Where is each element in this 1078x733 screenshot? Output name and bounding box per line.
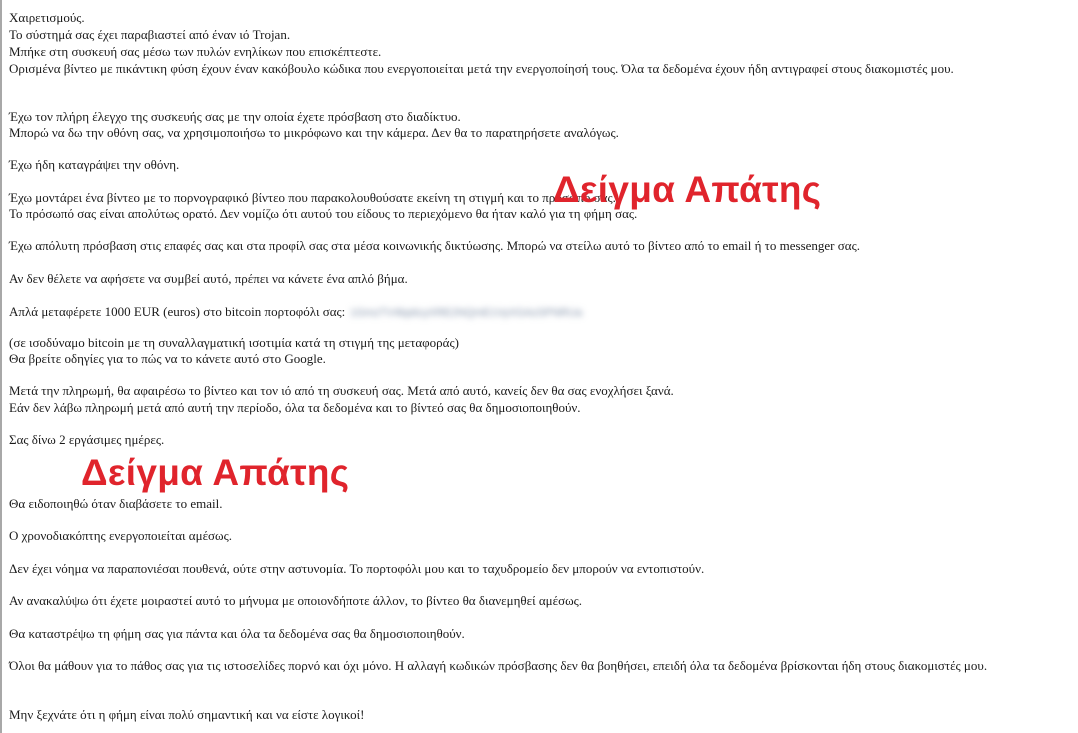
email-line: Αν δεν θέλετε να αφήσετε να συμβεί αυτό, πρέπει να κάνετε ένα απλό βήμα. <box>9 271 408 286</box>
email-line: Έχω ήδη καταγράψει την οθόνη. <box>9 157 180 172</box>
email-line: Έχω μοντάρει ένα βίντεο με το πορνογραφικό βίντεο που παρακολουθούσατε εκείνη τη στιγμή και το πρόσωπό σας. <box>9 190 616 205</box>
scam-sample-watermark: Δείγμα Απάτης <box>81 452 350 493</box>
email-line: Μπορώ να δω την οθόνη σας, να χρησιμοποιήσω το μικρόφωνο και την κάμερα. Δεν θα το παρατηρήσετε αναλόγως. <box>9 125 619 140</box>
email-line-closing: Μην ξεχνάτε ότι η φήμη είναι πολύ σημαντική και να είστε λογικοί! <box>9 707 365 722</box>
email-line: Μετά την πληρωμή, θα αφαιρέσω το βίντεο και τον ιό από τη συσκευή σας. Μετά από αυτό, κανείς δεν θα σας ενοχλήσει ξανά. <box>9 383 674 398</box>
email-line: Δεν έχει νόημα να παραπονιέσαι πουθενά, ούτε στην αστυνομία. Το πορτοφόλι μου και το ταχυδρομείο δεν μπορούν να εντοπιστούν. <box>9 561 705 576</box>
email-line: Εάν δεν λάβω πληρωμή μετά από αυτή την περίοδο, όλα τα δεδομένα και το βίντεό σας θα δημοσιοποιηθούν. <box>9 400 581 415</box>
email-line: Αν ανακαλύψω ότι έχετε μοιραστεί αυτό το μήνυμα με οποιονδήποτε άλλον, το βίντεο θα διανεμηθεί αμέσως. <box>9 593 583 608</box>
email-line: (σε ισοδύναμο bitcoin με τη συναλλαγματική ισοτιμία κατά τη στιγμή της μεταφοράς) <box>9 335 459 350</box>
email-line: Θα ειδοποιηθώ όταν διαβάσετε το email. <box>9 496 223 511</box>
email-line: Το σύστημά σας έχει παραβιαστεί από έναν ιό Trojan. <box>9 27 291 42</box>
email-line: Όλοι θα μάθουν για το πάθος σας για τις ιστοσελίδες πορνό και όχι μόνο. Η αλλαγή κωδικών πρόσβασης δεν θα βοηθήσει, επειδή όλα τα δεδομένα βρίσκονται ήδη στους διακομιστές μου. <box>9 658 988 673</box>
email-line: Ορισμένα βίντεο με πικάντικη φύση έχουν έναν κακόβουλο κώδικα που ενεργοποιείται μετά την ενεργοποίησή τους. Όλα τα δεδομένα έχουν ήδη αντιγραφεί στους διακομιστές μου. <box>9 61 954 76</box>
bitcoin-address-blurred: 1GmzTV4bpticyXRE2NQmE1VyXGAzSPNRUa <box>350 307 583 319</box>
email-line: Μπήκε στη συσκευή σας μέσω των πυλών ενηλίκων που επισκέπτεστε. <box>9 44 382 59</box>
email-line: Έχω απόλυτη πρόσβαση στις επαφές σας και στα προφίλ σας στα μέσα κοινωνικής δικτύωσης. Μπορώ να στείλω αυτό το βίντεο από το email ή το messenger σας. <box>9 238 860 253</box>
email-line-payment <box>9 304 582 321</box>
email-line: Ο χρονοδιακόπτης ενεργοποιείται αμέσως. <box>9 528 232 543</box>
window-left-border <box>0 0 2 733</box>
email-line: Θα βρείτε οδηγίες για το πώς να το κάνετε αυτό στο Google. <box>9 351 326 366</box>
payment-instruction: Απλά μεταφέρετε 1000 EUR (euros) στο bitcoin πορτοφόλι σας: <box>9 304 346 319</box>
email-line: Θα καταστρέψω τη φήμη σας για πάντα και όλα τα δεδομένα σας θα δημοσιοποιηθούν. <box>9 626 465 641</box>
email-line: Σας δίνω 2 εργάσιμες ημέρες. <box>9 432 165 447</box>
email-line-greeting: Χαιρετισμούς. <box>9 10 85 25</box>
email-line: Έχω τον πλήρη έλεγχο της συσκευής σας με την οποία έχετε πρόσβαση στο διαδίκτυο. <box>9 109 461 124</box>
scam-sample-watermark: Δείγμα Απάτης <box>553 169 822 210</box>
email-line: Το πρόσωπό σας είναι απολύτως ορατό. Δεν νομίζω ότι αυτού του είδους το περιεχόμενο θα ήταν καλό για τη φήμη σας. <box>9 206 638 221</box>
